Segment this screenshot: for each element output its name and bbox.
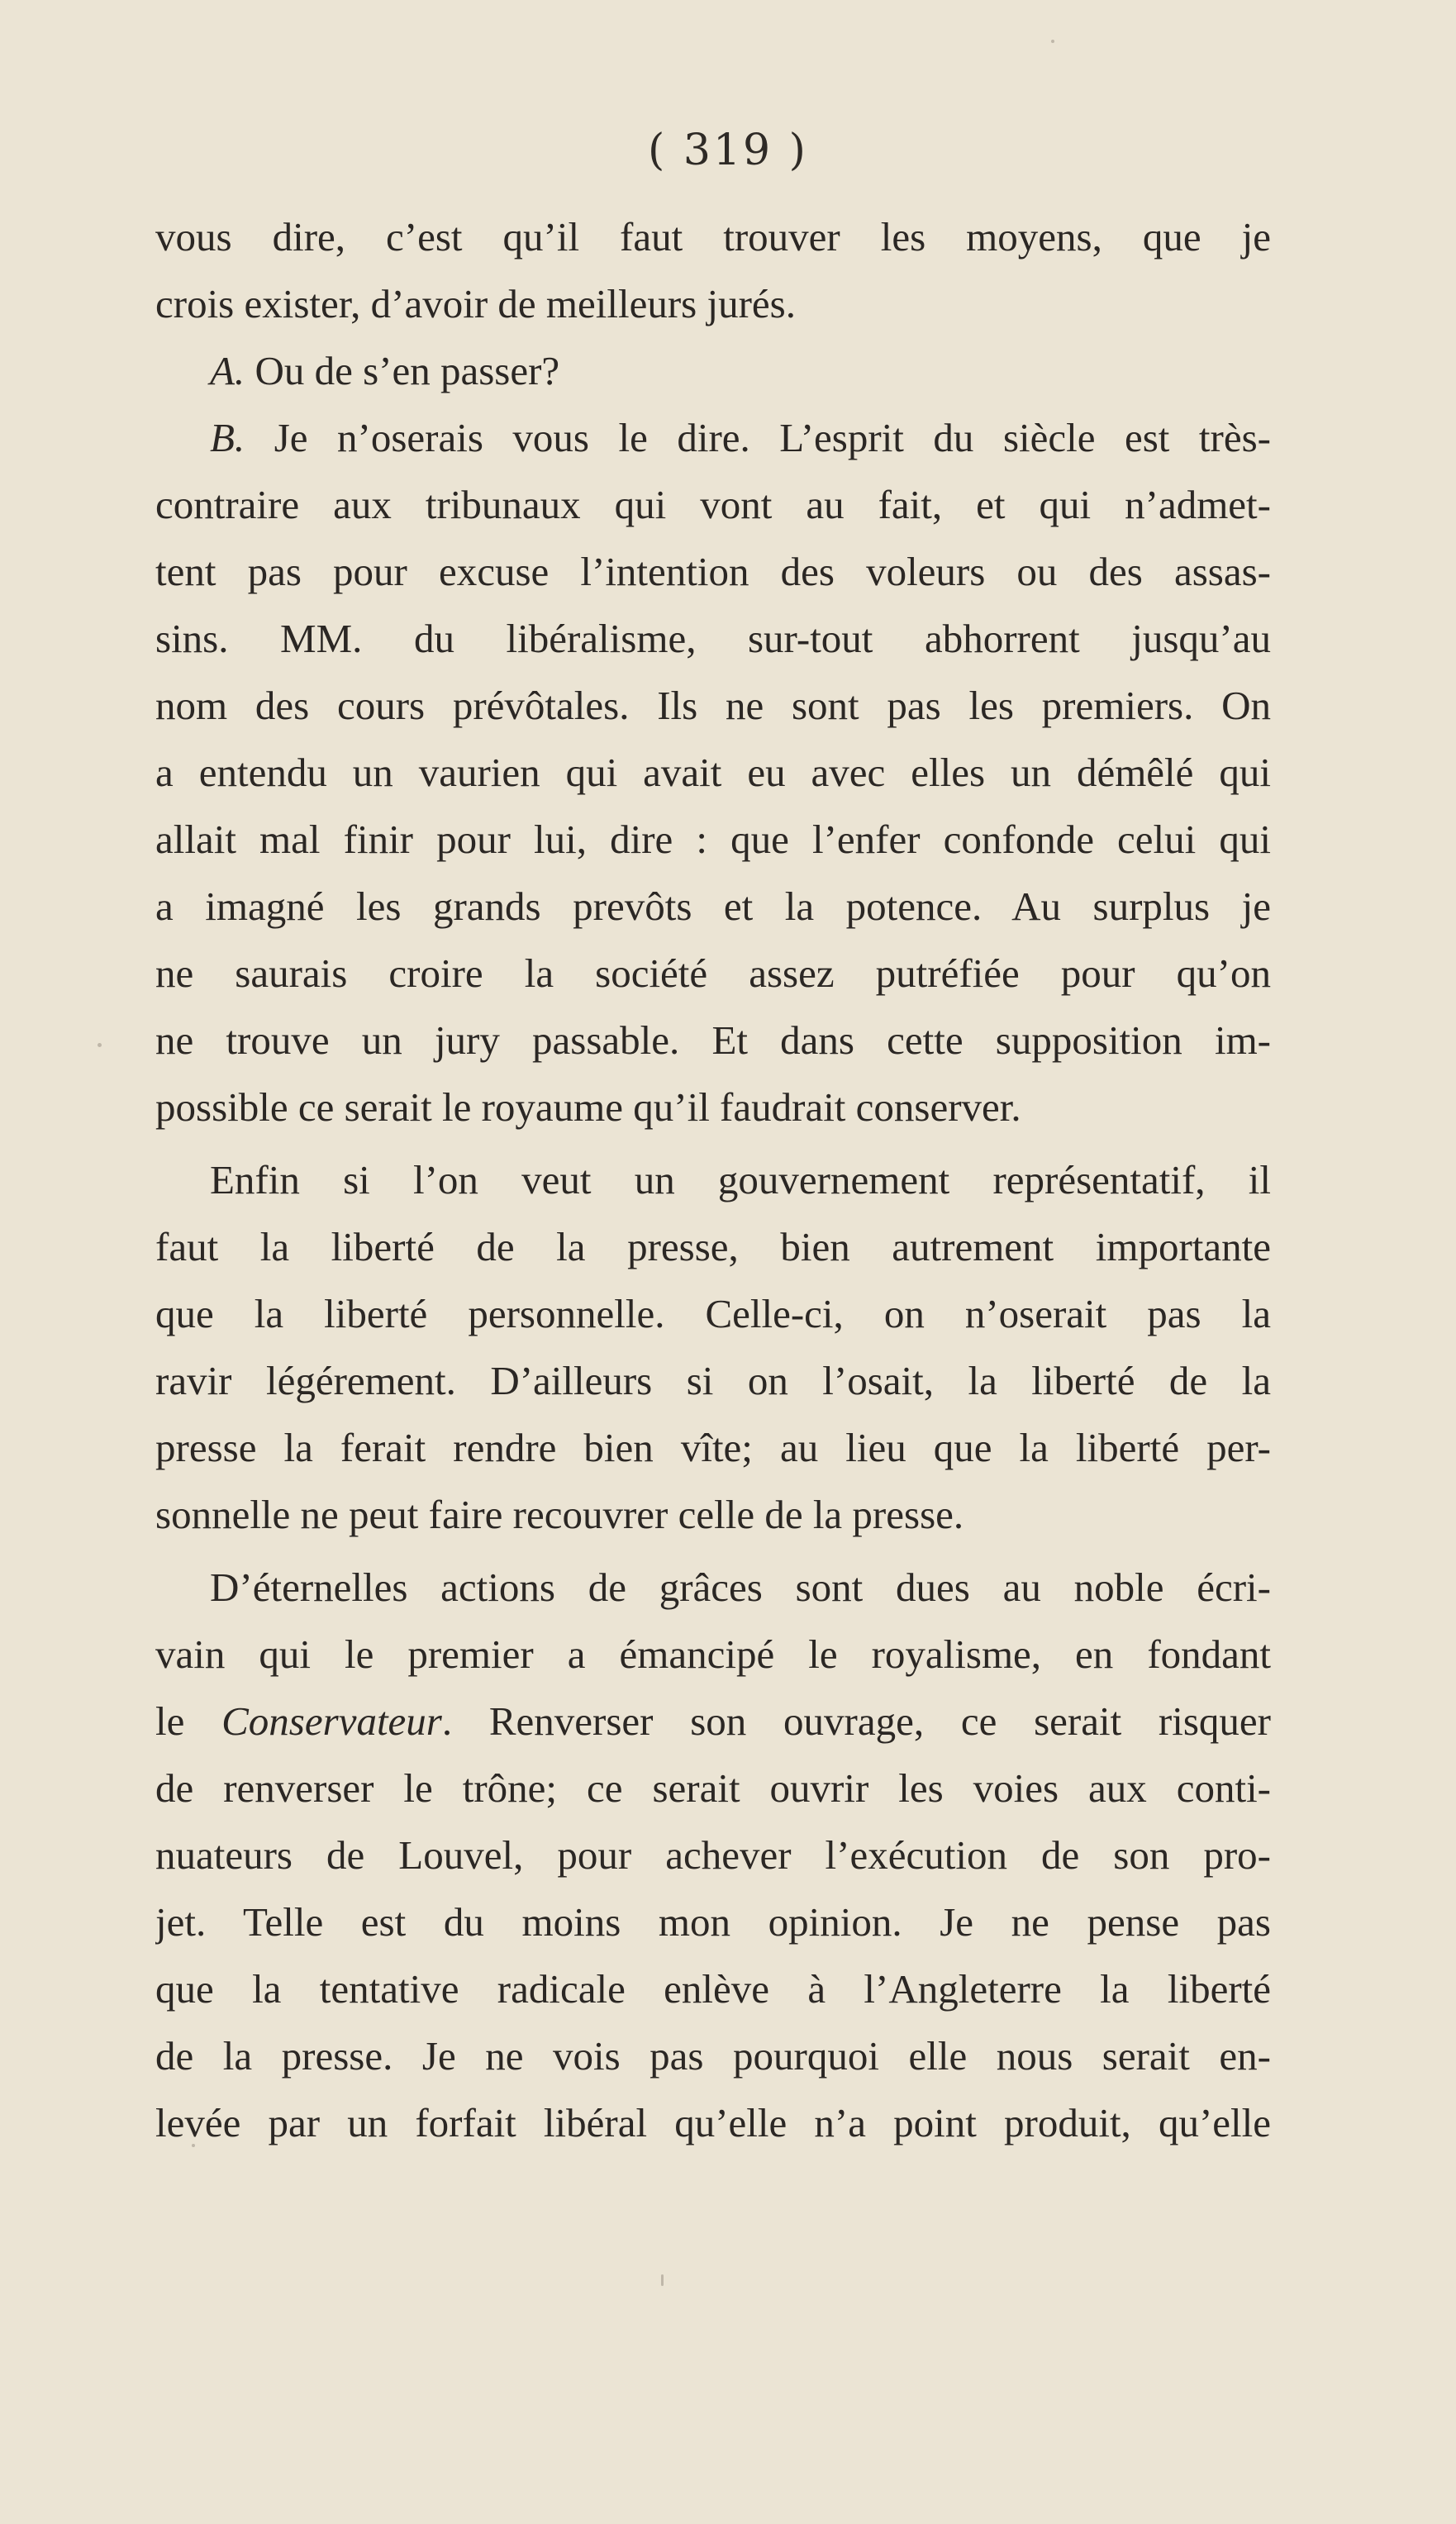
text-line: sonnelle ne peut faire recouvrer celle de la presse. <box>155 1492 964 1537</box>
text-line: vain qui le premier a émancipé le royalisme, en fondant <box>155 1631 1271 1677</box>
text-line: sins. MM. du libéralisme, sur-tout abhorrent jusqu’au <box>155 616 1271 661</box>
text-line: vous dire, c’est qu’il faut trouver les moyens, que je <box>155 214 1271 260</box>
text-fragment: le <box>155 1698 185 1744</box>
speaker-b: B. <box>210 415 245 460</box>
paragraph-gap <box>155 1141 1271 1146</box>
text-line: de la presse. Je ne vois pas pourquoi elle nous serait en- <box>155 2033 1271 2079</box>
text-line: que la tentative radicale enlève à l’Angleterre la liberté <box>155 1966 1271 2012</box>
text-line: contraire aux tribunaux qui vont au fait, et qui n’admet- <box>155 482 1271 527</box>
speaker-b-text: Je n’oserais vous le dire. L’esprit du siècle est très- <box>274 415 1271 460</box>
text-line <box>155 404 1271 471</box>
text-line: presse la ferait rendre bien vîte; au lieu que la liberté per- <box>155 1425 1271 1470</box>
speaker-a-text: Ou de s’en passer? <box>255 348 560 393</box>
paper-speck <box>98 1043 102 1047</box>
text-line: a imagné les grands prevôts et la potence. Au surplus je <box>155 883 1271 929</box>
speaker-a: A. <box>210 348 245 393</box>
dialogue-b <box>155 404 1271 1141</box>
text-line <box>155 1688 1271 1755</box>
text-line: levée par un forfait libéral qu’elle n’a point produit, qu’elle <box>155 2100 1271 2145</box>
text-line: allait mal finir pour lui, dire : que l’enfer confonde celui qui <box>155 817 1271 862</box>
text-line <box>155 337 1271 404</box>
text-line: D’éternelles actions de grâces sont dues au noble écri- <box>210 1564 1271 1610</box>
text-line: Enfin si l’on veut un gouvernement représentatif, il <box>210 1157 1271 1202</box>
text-line: que la liberté personnelle. Celle-ci, on n’oserait pas la <box>155 1291 1271 1336</box>
text-line: a entendu un vaurien qui avait eu avec elles un démêlé qui <box>155 750 1271 795</box>
text-line: de renverser le trône; ce serait ouvrir les voies aux conti- <box>155 1765 1271 1811</box>
text-line: ne trouve un jury passable. Et dans cette supposition im- <box>155 1017 1271 1063</box>
dialogue-a <box>155 337 1271 404</box>
paper-speck <box>661 2274 664 2286</box>
text-fragment: . Renverser son ouvrage, ce serait risquer <box>441 1698 1271 1744</box>
dialogue-continuation <box>155 203 1271 337</box>
text-line: tent pas pour excuse l’intention des voleurs ou des assas- <box>155 549 1271 594</box>
text-line: ravir légérement. D’ailleurs si on l’osait, la liberté de la <box>155 1358 1271 1403</box>
paragraph-liberty <box>155 1146 1271 1548</box>
text-line: faut la liberté de la presse, bien autrement importante <box>155 1224 1271 1269</box>
text-line: jet. Telle est du moins mon opinion. Je ne pense pas <box>155 1899 1271 1945</box>
paper-speck <box>192 2144 195 2147</box>
text-line: ne saurais croire la société assez putréfiée pour qu’on <box>155 950 1271 996</box>
paragraph-conservateur <box>155 1554 1271 2156</box>
page-number: ( 319 ) <box>648 126 808 175</box>
text-line: possible ce serait le royaume qu’il faudrait conserver. <box>155 1084 1021 1130</box>
text-line: crois exister, d’avoir de meilleurs jurés. <box>155 281 796 326</box>
text-line: nom des cours prévôtales. Ils ne sont pas les premiers. On <box>155 683 1271 728</box>
text-line: nuateurs de Louvel, pour achever l’exécution de son pro- <box>155 1832 1271 1878</box>
journal-title: Conservateur <box>221 1698 442 1744</box>
paragraph-gap <box>155 1548 1271 1554</box>
paper-speck <box>1051 40 1054 43</box>
body-text <box>155 203 1271 2156</box>
